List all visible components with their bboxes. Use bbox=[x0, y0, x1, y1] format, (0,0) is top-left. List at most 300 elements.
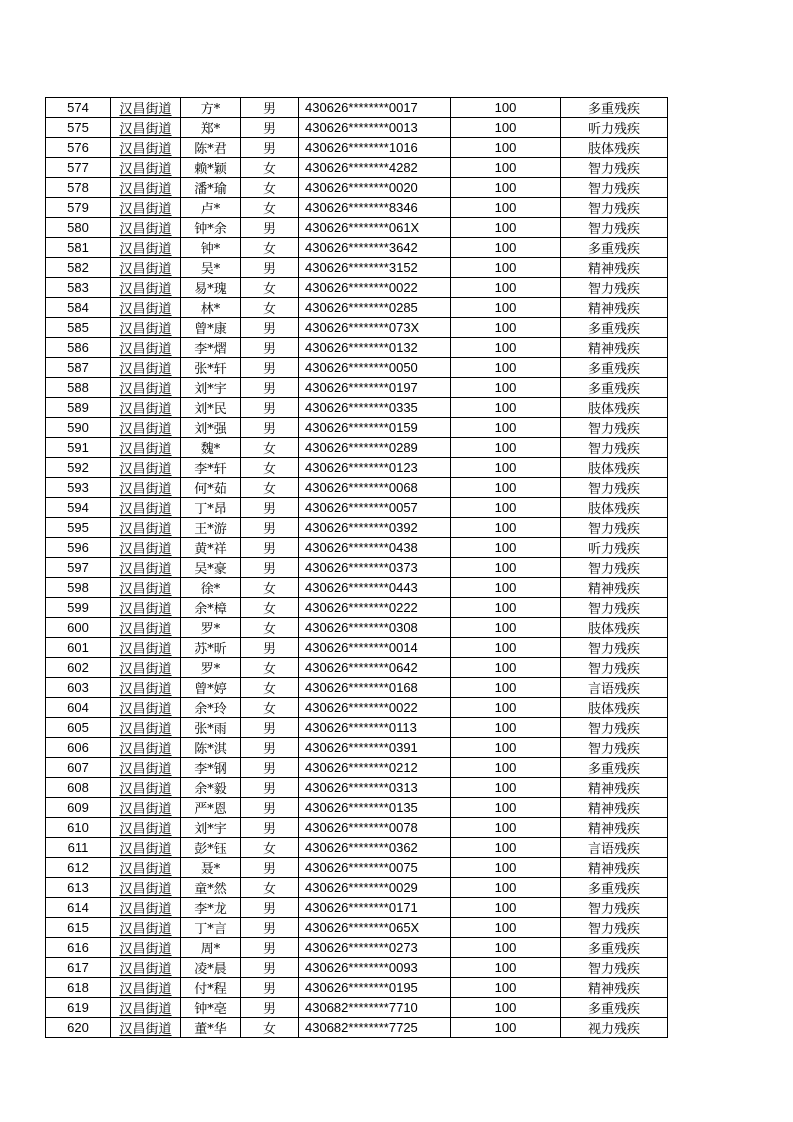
amount-cell: 100 bbox=[451, 378, 561, 398]
name-cell: 董*华 bbox=[181, 1018, 241, 1038]
disability-type-cell: 听力残疾 bbox=[561, 118, 668, 138]
disability-type-cell: 言语残疾 bbox=[561, 678, 668, 698]
name-cell: 何*茹 bbox=[181, 478, 241, 498]
name-cell: 曾*婷 bbox=[181, 678, 241, 698]
table-row bbox=[46, 1018, 668, 1038]
gender-cell: 男 bbox=[241, 978, 299, 998]
amount-cell: 100 bbox=[451, 838, 561, 858]
gender-cell: 女 bbox=[241, 658, 299, 678]
name-cell: 刘*宇 bbox=[181, 378, 241, 398]
disability-type-cell: 肢体残疾 bbox=[561, 618, 668, 638]
id-number-cell: 430626********0642 bbox=[299, 658, 451, 678]
table-row bbox=[46, 758, 668, 778]
street-cell: 汉昌街道 bbox=[111, 838, 181, 858]
disability-type-cell: 智力残疾 bbox=[561, 558, 668, 578]
table-row bbox=[46, 658, 668, 678]
name-cell: 王*游 bbox=[181, 518, 241, 538]
amount-cell: 100 bbox=[451, 238, 561, 258]
name-cell: 徐* bbox=[181, 578, 241, 598]
amount-cell: 100 bbox=[451, 1018, 561, 1038]
gender-cell: 男 bbox=[241, 778, 299, 798]
disability-type-cell: 肢体残疾 bbox=[561, 138, 668, 158]
name-cell: 陈*君 bbox=[181, 138, 241, 158]
street-cell: 汉昌街道 bbox=[111, 478, 181, 498]
amount-cell: 100 bbox=[451, 418, 561, 438]
id-number-cell: 430626********0289 bbox=[299, 438, 451, 458]
disability-type-cell: 精神残疾 bbox=[561, 778, 668, 798]
table-row bbox=[46, 518, 668, 538]
row-number-cell: 589 bbox=[46, 398, 111, 418]
row-number-cell: 620 bbox=[46, 1018, 111, 1038]
gender-cell: 女 bbox=[241, 618, 299, 638]
id-number-cell: 430626********0078 bbox=[299, 818, 451, 838]
name-cell: 张*轩 bbox=[181, 358, 241, 378]
id-number-cell: 430626********0022 bbox=[299, 278, 451, 298]
name-cell: 方* bbox=[181, 98, 241, 118]
disability-type-cell: 多重残疾 bbox=[561, 878, 668, 898]
name-cell: 郑* bbox=[181, 118, 241, 138]
amount-cell: 100 bbox=[451, 958, 561, 978]
name-cell: 周* bbox=[181, 938, 241, 958]
amount-cell: 100 bbox=[451, 98, 561, 118]
name-cell: 凌*晨 bbox=[181, 958, 241, 978]
street-cell: 汉昌街道 bbox=[111, 658, 181, 678]
id-number-cell: 430626********0075 bbox=[299, 858, 451, 878]
gender-cell: 男 bbox=[241, 218, 299, 238]
amount-cell: 100 bbox=[451, 498, 561, 518]
street-cell: 汉昌街道 bbox=[111, 798, 181, 818]
table-row bbox=[46, 838, 668, 858]
disability-type-cell: 多重残疾 bbox=[561, 238, 668, 258]
gender-cell: 女 bbox=[241, 298, 299, 318]
gender-cell: 男 bbox=[241, 338, 299, 358]
table-row bbox=[46, 418, 668, 438]
amount-cell: 100 bbox=[451, 758, 561, 778]
street-cell: 汉昌街道 bbox=[111, 458, 181, 478]
name-cell: 刘*宇 bbox=[181, 818, 241, 838]
id-number-cell: 430626********0222 bbox=[299, 598, 451, 618]
street-cell: 汉昌街道 bbox=[111, 338, 181, 358]
disability-type-cell: 智力残疾 bbox=[561, 598, 668, 618]
disability-type-cell: 智力残疾 bbox=[561, 218, 668, 238]
row-number-cell: 618 bbox=[46, 978, 111, 998]
id-number-cell: 430626********0135 bbox=[299, 798, 451, 818]
table-row bbox=[46, 218, 668, 238]
table-row bbox=[46, 638, 668, 658]
street-cell: 汉昌街道 bbox=[111, 598, 181, 618]
row-number-cell: 590 bbox=[46, 418, 111, 438]
amount-cell: 100 bbox=[451, 618, 561, 638]
gender-cell: 男 bbox=[241, 998, 299, 1018]
gender-cell: 女 bbox=[241, 678, 299, 698]
amount-cell: 100 bbox=[451, 778, 561, 798]
id-number-cell: 430626********065X bbox=[299, 918, 451, 938]
street-cell: 汉昌街道 bbox=[111, 958, 181, 978]
amount-cell: 100 bbox=[451, 258, 561, 278]
amount-cell: 100 bbox=[451, 578, 561, 598]
street-cell: 汉昌街道 bbox=[111, 778, 181, 798]
table-row bbox=[46, 918, 668, 938]
id-number-cell: 430626********0168 bbox=[299, 678, 451, 698]
street-cell: 汉昌街道 bbox=[111, 138, 181, 158]
amount-cell: 100 bbox=[451, 918, 561, 938]
street-cell: 汉昌街道 bbox=[111, 298, 181, 318]
street-cell: 汉昌街道 bbox=[111, 1018, 181, 1038]
row-number-cell: 592 bbox=[46, 458, 111, 478]
table-row bbox=[46, 478, 668, 498]
row-number-cell: 579 bbox=[46, 198, 111, 218]
table-row bbox=[46, 258, 668, 278]
name-cell: 童*然 bbox=[181, 878, 241, 898]
name-cell: 余*樟 bbox=[181, 598, 241, 618]
amount-cell: 100 bbox=[451, 198, 561, 218]
amount-cell: 100 bbox=[451, 178, 561, 198]
gender-cell: 男 bbox=[241, 738, 299, 758]
amount-cell: 100 bbox=[451, 638, 561, 658]
street-cell: 汉昌街道 bbox=[111, 738, 181, 758]
row-number-cell: 610 bbox=[46, 818, 111, 838]
amount-cell: 100 bbox=[451, 298, 561, 318]
id-number-cell: 430626********0113 bbox=[299, 718, 451, 738]
gender-cell: 男 bbox=[241, 958, 299, 978]
row-number-cell: 576 bbox=[46, 138, 111, 158]
id-number-cell: 430626********0443 bbox=[299, 578, 451, 598]
name-cell: 钟*余 bbox=[181, 218, 241, 238]
disability-type-cell: 智力残疾 bbox=[561, 478, 668, 498]
gender-cell: 男 bbox=[241, 518, 299, 538]
row-number-cell: 607 bbox=[46, 758, 111, 778]
id-number-cell: 430626********8346 bbox=[299, 198, 451, 218]
street-cell: 汉昌街道 bbox=[111, 858, 181, 878]
row-number-cell: 580 bbox=[46, 218, 111, 238]
table-row bbox=[46, 938, 668, 958]
amount-cell: 100 bbox=[451, 438, 561, 458]
disability-type-cell: 听力残疾 bbox=[561, 538, 668, 558]
id-number-cell: 430626********0022 bbox=[299, 698, 451, 718]
gender-cell: 男 bbox=[241, 498, 299, 518]
street-cell: 汉昌街道 bbox=[111, 938, 181, 958]
gender-cell: 男 bbox=[241, 398, 299, 418]
amount-cell: 100 bbox=[451, 538, 561, 558]
row-number-cell: 597 bbox=[46, 558, 111, 578]
table-row bbox=[46, 118, 668, 138]
row-number-cell: 585 bbox=[46, 318, 111, 338]
amount-cell: 100 bbox=[451, 978, 561, 998]
name-cell: 苏*昕 bbox=[181, 638, 241, 658]
name-cell: 张*雨 bbox=[181, 718, 241, 738]
table-row bbox=[46, 998, 668, 1018]
gender-cell: 男 bbox=[241, 118, 299, 138]
table-row bbox=[46, 878, 668, 898]
name-cell: 吴* bbox=[181, 258, 241, 278]
gender-cell: 男 bbox=[241, 418, 299, 438]
street-cell: 汉昌街道 bbox=[111, 238, 181, 258]
street-cell: 汉昌街道 bbox=[111, 538, 181, 558]
amount-cell: 100 bbox=[451, 998, 561, 1018]
id-number-cell: 430626********061X bbox=[299, 218, 451, 238]
amount-cell: 100 bbox=[451, 158, 561, 178]
disability-type-cell: 精神残疾 bbox=[561, 338, 668, 358]
name-cell: 聂* bbox=[181, 858, 241, 878]
table-row bbox=[46, 958, 668, 978]
id-number-cell: 430626********3642 bbox=[299, 238, 451, 258]
street-cell: 汉昌街道 bbox=[111, 898, 181, 918]
gender-cell: 男 bbox=[241, 758, 299, 778]
gender-cell: 男 bbox=[241, 938, 299, 958]
street-cell: 汉昌街道 bbox=[111, 258, 181, 278]
name-cell: 罗* bbox=[181, 618, 241, 638]
disability-type-cell: 多重残疾 bbox=[561, 938, 668, 958]
table-row bbox=[46, 778, 668, 798]
id-number-cell: 430626********0014 bbox=[299, 638, 451, 658]
row-number-cell: 602 bbox=[46, 658, 111, 678]
street-cell: 汉昌街道 bbox=[111, 278, 181, 298]
id-number-cell: 430626********0373 bbox=[299, 558, 451, 578]
row-number-cell: 604 bbox=[46, 698, 111, 718]
disability-type-cell: 智力残疾 bbox=[561, 518, 668, 538]
row-number-cell: 575 bbox=[46, 118, 111, 138]
gender-cell: 男 bbox=[241, 358, 299, 378]
amount-cell: 100 bbox=[451, 278, 561, 298]
amount-cell: 100 bbox=[451, 878, 561, 898]
table-row bbox=[46, 438, 668, 458]
id-number-cell: 430626********0093 bbox=[299, 958, 451, 978]
amount-cell: 100 bbox=[451, 658, 561, 678]
gender-cell: 女 bbox=[241, 278, 299, 298]
table-row bbox=[46, 298, 668, 318]
name-cell: 刘*民 bbox=[181, 398, 241, 418]
table-row bbox=[46, 158, 668, 178]
amount-cell: 100 bbox=[451, 558, 561, 578]
disability-type-cell: 肢体残疾 bbox=[561, 498, 668, 518]
name-cell: 林* bbox=[181, 298, 241, 318]
row-number-cell: 591 bbox=[46, 438, 111, 458]
disability-type-cell: 精神残疾 bbox=[561, 298, 668, 318]
row-number-cell: 587 bbox=[46, 358, 111, 378]
table-row bbox=[46, 558, 668, 578]
gender-cell: 女 bbox=[241, 238, 299, 258]
disability-type-cell: 肢体残疾 bbox=[561, 458, 668, 478]
street-cell: 汉昌街道 bbox=[111, 978, 181, 998]
disability-type-cell: 精神残疾 bbox=[561, 818, 668, 838]
name-cell: 李*轩 bbox=[181, 458, 241, 478]
gender-cell: 女 bbox=[241, 198, 299, 218]
table-row bbox=[46, 718, 668, 738]
gender-cell: 男 bbox=[241, 918, 299, 938]
gender-cell: 男 bbox=[241, 378, 299, 398]
id-number-cell: 430626********3152 bbox=[299, 258, 451, 278]
row-number-cell: 596 bbox=[46, 538, 111, 558]
amount-cell: 100 bbox=[451, 798, 561, 818]
gender-cell: 女 bbox=[241, 578, 299, 598]
name-cell: 吴*豪 bbox=[181, 558, 241, 578]
gender-cell: 女 bbox=[241, 158, 299, 178]
street-cell: 汉昌街道 bbox=[111, 378, 181, 398]
disability-type-cell: 智力残疾 bbox=[561, 418, 668, 438]
id-number-cell: 430626********0313 bbox=[299, 778, 451, 798]
name-cell: 李*熠 bbox=[181, 338, 241, 358]
disability-type-cell: 智力残疾 bbox=[561, 198, 668, 218]
amount-cell: 100 bbox=[451, 358, 561, 378]
gender-cell: 女 bbox=[241, 878, 299, 898]
name-cell: 曾*康 bbox=[181, 318, 241, 338]
disability-type-cell: 智力残疾 bbox=[561, 278, 668, 298]
street-cell: 汉昌街道 bbox=[111, 158, 181, 178]
row-number-cell: 594 bbox=[46, 498, 111, 518]
amount-cell: 100 bbox=[451, 318, 561, 338]
disability-type-cell: 智力残疾 bbox=[561, 898, 668, 918]
street-cell: 汉昌街道 bbox=[111, 318, 181, 338]
gender-cell: 男 bbox=[241, 558, 299, 578]
amount-cell: 100 bbox=[451, 338, 561, 358]
row-number-cell: 613 bbox=[46, 878, 111, 898]
amount-cell: 100 bbox=[451, 458, 561, 478]
gender-cell: 男 bbox=[241, 98, 299, 118]
name-cell: 易*瑰 bbox=[181, 278, 241, 298]
disability-type-cell: 智力残疾 bbox=[561, 438, 668, 458]
table-row bbox=[46, 698, 668, 718]
row-number-cell: 599 bbox=[46, 598, 111, 618]
disability-type-cell: 多重残疾 bbox=[561, 358, 668, 378]
row-number-cell: 616 bbox=[46, 938, 111, 958]
row-number-cell: 603 bbox=[46, 678, 111, 698]
disability-type-cell: 精神残疾 bbox=[561, 858, 668, 878]
disability-type-cell: 智力残疾 bbox=[561, 638, 668, 658]
name-cell: 余*毅 bbox=[181, 778, 241, 798]
row-number-cell: 582 bbox=[46, 258, 111, 278]
street-cell: 汉昌街道 bbox=[111, 818, 181, 838]
name-cell: 黄*祥 bbox=[181, 538, 241, 558]
id-number-cell: 430626********0171 bbox=[299, 898, 451, 918]
disability-type-cell: 肢体残疾 bbox=[561, 698, 668, 718]
amount-cell: 100 bbox=[451, 478, 561, 498]
disability-type-cell: 多重残疾 bbox=[561, 318, 668, 338]
table-row bbox=[46, 598, 668, 618]
amount-cell: 100 bbox=[451, 698, 561, 718]
street-cell: 汉昌街道 bbox=[111, 398, 181, 418]
beneficiary-table bbox=[45, 97, 668, 1038]
name-cell: 魏* bbox=[181, 438, 241, 458]
table-row bbox=[46, 458, 668, 478]
table-row bbox=[46, 278, 668, 298]
street-cell: 汉昌街道 bbox=[111, 178, 181, 198]
gender-cell: 女 bbox=[241, 698, 299, 718]
disability-type-cell: 肢体残疾 bbox=[561, 398, 668, 418]
id-number-cell: 430626********0029 bbox=[299, 878, 451, 898]
amount-cell: 100 bbox=[451, 118, 561, 138]
id-number-cell: 430626********0132 bbox=[299, 338, 451, 358]
amount-cell: 100 bbox=[451, 598, 561, 618]
disability-type-cell: 智力残疾 bbox=[561, 718, 668, 738]
row-number-cell: 600 bbox=[46, 618, 111, 638]
gender-cell: 女 bbox=[241, 178, 299, 198]
table-row bbox=[46, 498, 668, 518]
street-cell: 汉昌街道 bbox=[111, 358, 181, 378]
amount-cell: 100 bbox=[451, 938, 561, 958]
name-cell: 丁*言 bbox=[181, 918, 241, 938]
name-cell: 潘*瑜 bbox=[181, 178, 241, 198]
gender-cell: 女 bbox=[241, 598, 299, 618]
name-cell: 丁*昂 bbox=[181, 498, 241, 518]
row-number-cell: 608 bbox=[46, 778, 111, 798]
id-number-cell: 430626********0159 bbox=[299, 418, 451, 438]
disability-type-cell: 智力残疾 bbox=[561, 178, 668, 198]
table-row bbox=[46, 398, 668, 418]
amount-cell: 100 bbox=[451, 218, 561, 238]
row-number-cell: 583 bbox=[46, 278, 111, 298]
row-number-cell: 601 bbox=[46, 638, 111, 658]
id-number-cell: 430626********0362 bbox=[299, 838, 451, 858]
row-number-cell: 611 bbox=[46, 838, 111, 858]
name-cell: 李*钢 bbox=[181, 758, 241, 778]
gender-cell: 女 bbox=[241, 1018, 299, 1038]
name-cell: 赖*颖 bbox=[181, 158, 241, 178]
street-cell: 汉昌街道 bbox=[111, 198, 181, 218]
disability-type-cell: 智力残疾 bbox=[561, 738, 668, 758]
name-cell: 卢* bbox=[181, 198, 241, 218]
name-cell: 钟* bbox=[181, 238, 241, 258]
amount-cell: 100 bbox=[451, 718, 561, 738]
amount-cell: 100 bbox=[451, 858, 561, 878]
gender-cell: 男 bbox=[241, 538, 299, 558]
id-number-cell: 430626********0017 bbox=[299, 98, 451, 118]
table-row bbox=[46, 338, 668, 358]
street-cell: 汉昌街道 bbox=[111, 218, 181, 238]
row-number-cell: 605 bbox=[46, 718, 111, 738]
id-number-cell: 430626********0013 bbox=[299, 118, 451, 138]
id-number-cell: 430626********0308 bbox=[299, 618, 451, 638]
gender-cell: 女 bbox=[241, 458, 299, 478]
name-cell: 陈*淇 bbox=[181, 738, 241, 758]
amount-cell: 100 bbox=[451, 818, 561, 838]
id-number-cell: 430682********7725 bbox=[299, 1018, 451, 1038]
row-number-cell: 606 bbox=[46, 738, 111, 758]
disability-type-cell: 多重残疾 bbox=[561, 98, 668, 118]
id-number-cell: 430626********073X bbox=[299, 318, 451, 338]
disability-type-cell: 精神残疾 bbox=[561, 258, 668, 278]
id-number-cell: 430626********0123 bbox=[299, 458, 451, 478]
table-row bbox=[46, 138, 668, 158]
row-number-cell: 581 bbox=[46, 238, 111, 258]
id-number-cell: 430626********0197 bbox=[299, 378, 451, 398]
table-row bbox=[46, 798, 668, 818]
row-number-cell: 615 bbox=[46, 918, 111, 938]
id-number-cell: 430626********0285 bbox=[299, 298, 451, 318]
row-number-cell: 586 bbox=[46, 338, 111, 358]
street-cell: 汉昌街道 bbox=[111, 638, 181, 658]
name-cell: 严*恩 bbox=[181, 798, 241, 818]
row-number-cell: 612 bbox=[46, 858, 111, 878]
id-number-cell: 430682********7710 bbox=[299, 998, 451, 1018]
table-row bbox=[46, 618, 668, 638]
table-row bbox=[46, 198, 668, 218]
disability-type-cell: 智力残疾 bbox=[561, 958, 668, 978]
id-number-cell: 430626********0438 bbox=[299, 538, 451, 558]
name-cell: 罗* bbox=[181, 658, 241, 678]
table-row bbox=[46, 98, 668, 118]
table-body bbox=[46, 98, 668, 1038]
street-cell: 汉昌街道 bbox=[111, 678, 181, 698]
disability-type-cell: 智力残疾 bbox=[561, 158, 668, 178]
row-number-cell: 593 bbox=[46, 478, 111, 498]
street-cell: 汉昌街道 bbox=[111, 518, 181, 538]
gender-cell: 男 bbox=[241, 258, 299, 278]
street-cell: 汉昌街道 bbox=[111, 118, 181, 138]
row-number-cell: 578 bbox=[46, 178, 111, 198]
table-row bbox=[46, 858, 668, 878]
street-cell: 汉昌街道 bbox=[111, 498, 181, 518]
row-number-cell: 598 bbox=[46, 578, 111, 598]
